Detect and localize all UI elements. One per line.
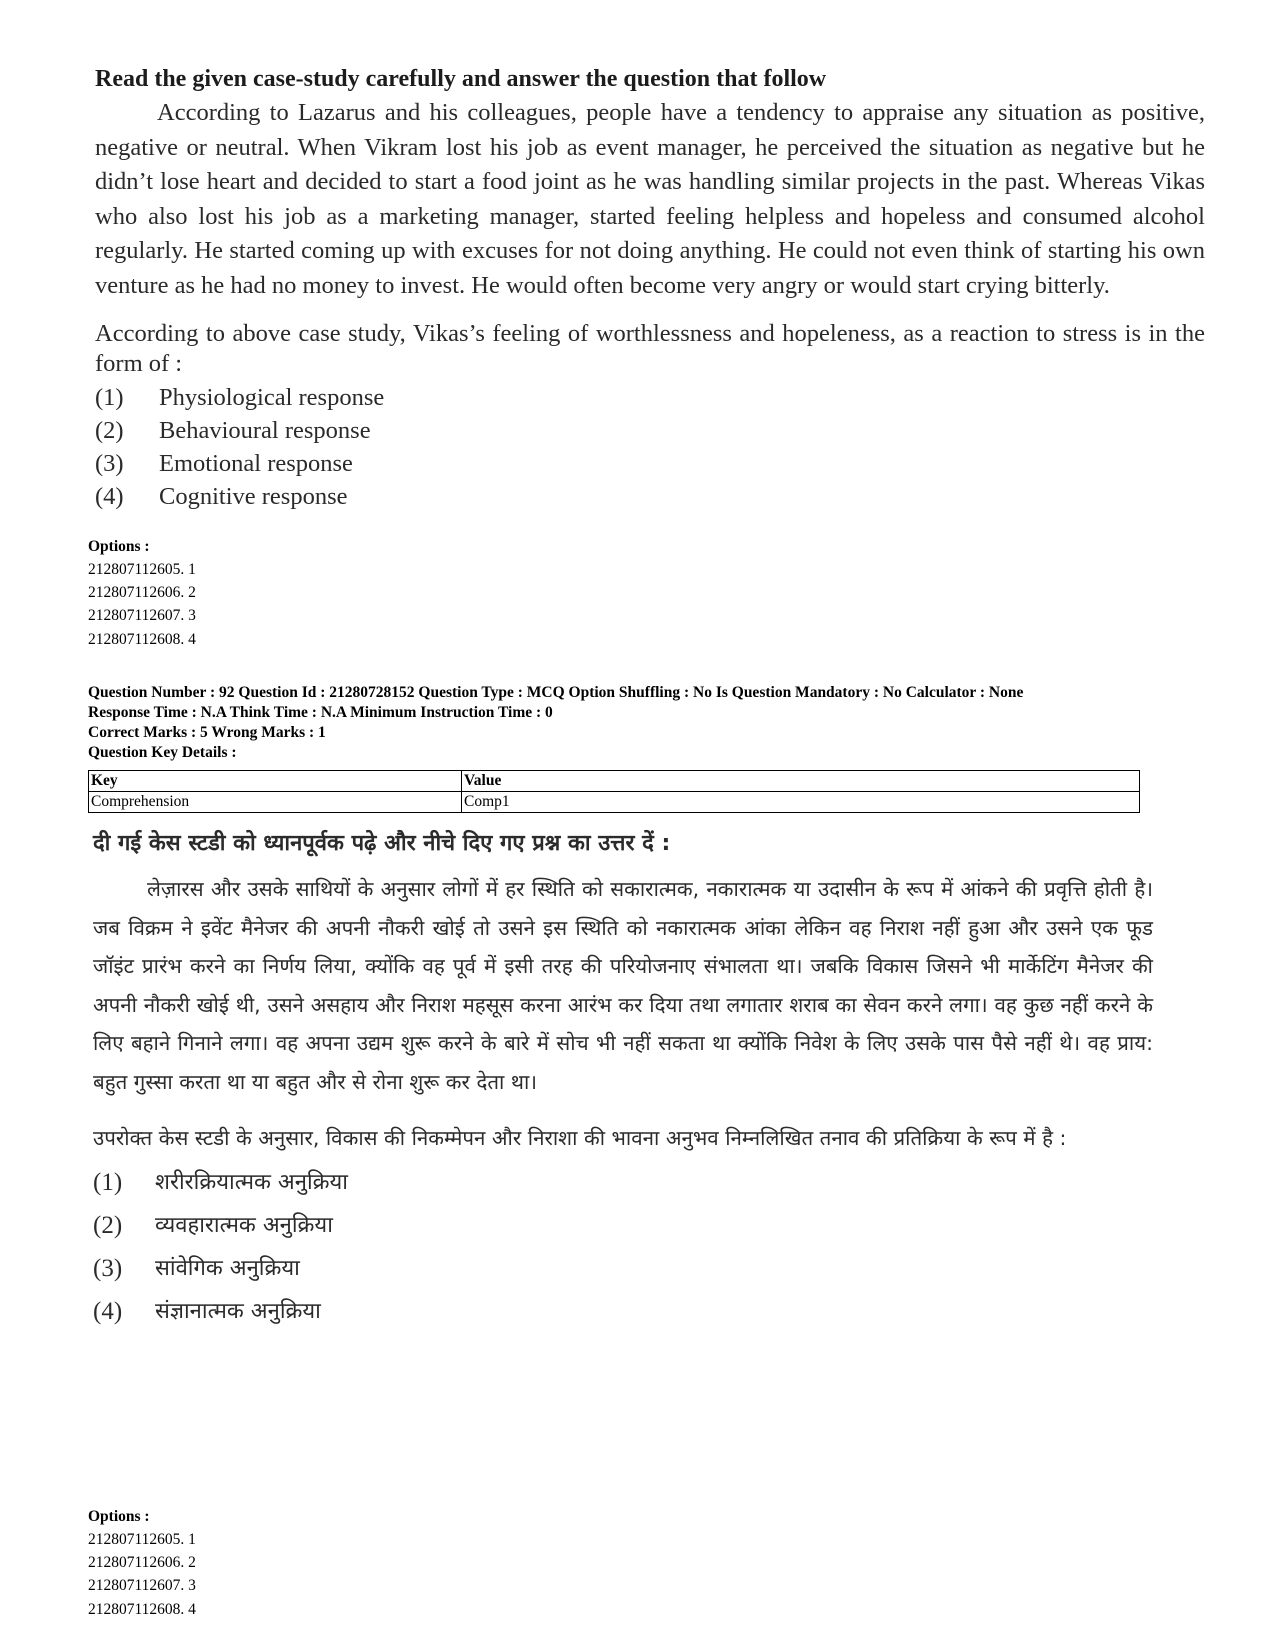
option-text: शरीरक्रियात्मक अनुक्रिया [155,1170,349,1195]
english-passage: According to Lazarus and his colleagues, people have a tendency to appraise any situation as positive, negative or neutral. When Vikram lost his job as event manager, he perceived the situation as negative but he didn’t lose heart and decided to start a food joint as he was handling similar projects in the past. Whereas Vikas who also lost his job as a marketing manager, started feeling helpless and hopeless and consumed alcohol regularly. He started coming up with excuses for not doing anything. He could not even think of starting his own venture as he had no money to invest. He would often become very angry or would start crying bitterly. [95,99,1205,299]
hindi-passage: लेज़ारस और उसके साथियों के अनुसार लोगों में हर स्थिति को सकारात्मक, नकारात्मक या उदासीन के रूप में आंकने की प्रवृत्ति होती है। जब विक्रम ने इवेंट मैनेजर की अपनी नौकरी खोई तो उसने इस स्थिति को नकारात्मक आंका लेकिन वह निराश नहीं हुआ और उसने एक फूड जॉइंट प्रारंभ करने का निर्णय लिया, क्योंकि वह पूर्व में इसी तरह की परियोजनाए संभालता था। जबकि विकास जिसने भी मार्केटिंग मैनेजर की अपनी नौकरी खोई थी, उसने असहाय और निराश महसूस करना आरंभ कर दिया तथा लगातार शराब का सेवन करने लगा। वह कुछ नहीं करने के लिए बहाने गिनाने लगा। वह अपना उद्यम शुरू करने के बारे में सोच भी नहीं सकता था क्योंकि निवेश के लिए उसके पास पैसे नहीं थे। वह प्राय: बहुत गुस्सा करता था या बहुत और से रोना शुरू कर देता था। [93,877,1153,1094]
hindi-option [93,1247,1153,1290]
table-cell-value: Comp1 [462,792,1140,813]
option-id-row: 212807112606. 2 [88,1554,196,1572]
english-option [95,447,1205,480]
hindi-option-list [93,1161,1153,1333]
hindi-heading: दी गई केस स्टडी को ध्यानपूर्वक पढ़े और नीचे दिए गए प्रश्न का उत्तर दें : [93,831,671,856]
hindi-option [93,1204,1153,1247]
option-id-row: 212807112607. 3 [88,1577,196,1595]
english-heading: Read the given case-study carefully and answer the question that follow [95,66,827,92]
table-header-value: Value [462,771,1140,792]
question-meta-line: Response Time : N.A Think Time : N.A Minimum Instruction Time : 0 [88,704,553,721]
hindi-option [93,1161,1153,1204]
hindi-case-study [93,826,1153,1333]
option-id-row: 212807112608. 4 [88,630,196,648]
question-key-table [88,770,1140,813]
option-number: (3) [95,450,124,477]
english-option [95,381,1205,414]
option-id-row: 212807112605. 1 [88,561,196,578]
key-details-title: Question Key Details : [88,744,237,761]
option-text: सांवेगिक अनुक्रिया [155,1256,300,1281]
marks-line: Correct Marks : 5 Wrong Marks : 1 [88,724,326,741]
english-case-study [95,62,1205,513]
question-meta [88,683,1148,763]
option-text: संज्ञानात्मक अनुक्रिया [155,1299,321,1324]
options-title: Options : [88,1508,150,1525]
option-id-row: 212807112607. 3 [88,607,196,625]
english-option [95,480,1205,513]
option-text: व्यवहारात्मक अनुक्रिया [155,1213,333,1238]
option-number: (1) [95,384,124,411]
english-option-list [95,381,1205,513]
option-id-row: 212807112608. 4 [88,1600,196,1618]
option-number: (2) [93,1212,123,1239]
table-header-key: Key [89,771,462,792]
hindi-option [93,1290,1153,1333]
option-text: Behavioural response [159,417,371,444]
options-title: Options : [88,538,150,555]
table-row [89,792,1140,813]
option-number: (4) [93,1298,123,1325]
option-number: (2) [95,417,124,444]
table-header-row [89,771,1140,792]
option-text: Cognitive response [159,483,348,510]
options-block-hindi [88,1505,196,1621]
option-text: Emotional response [159,450,353,477]
option-text: Physiological response [159,384,385,411]
option-number: (4) [95,483,124,510]
hindi-question: उपरोक्त केस स्टडी के अनुसार, विकास की निकम्मेपन और निराशा की भावना अनुभव निम्नलिखित तनाव की प्रतिक्रिया के रूप में है : [93,1126,1067,1150]
option-id-row: 212807112606. 2 [88,584,196,602]
question-meta-line: Question Number : 92 Question Id : 21280728152 Question Type : MCQ Option Shuffling : No Is Question Mandatory : No Calculator : None [88,684,1024,701]
option-number: (3) [93,1255,123,1282]
option-number: (1) [93,1169,123,1196]
option-id-row: 212807112605. 1 [88,1531,196,1548]
english-question: According to above case study, Vikas’s feeling of worthlessness and hopeleness, as a reaction to stress is in the form of : [95,320,1205,377]
english-option [95,414,1205,447]
options-block-english [88,535,196,651]
table-cell-key: Comprehension [89,792,462,813]
